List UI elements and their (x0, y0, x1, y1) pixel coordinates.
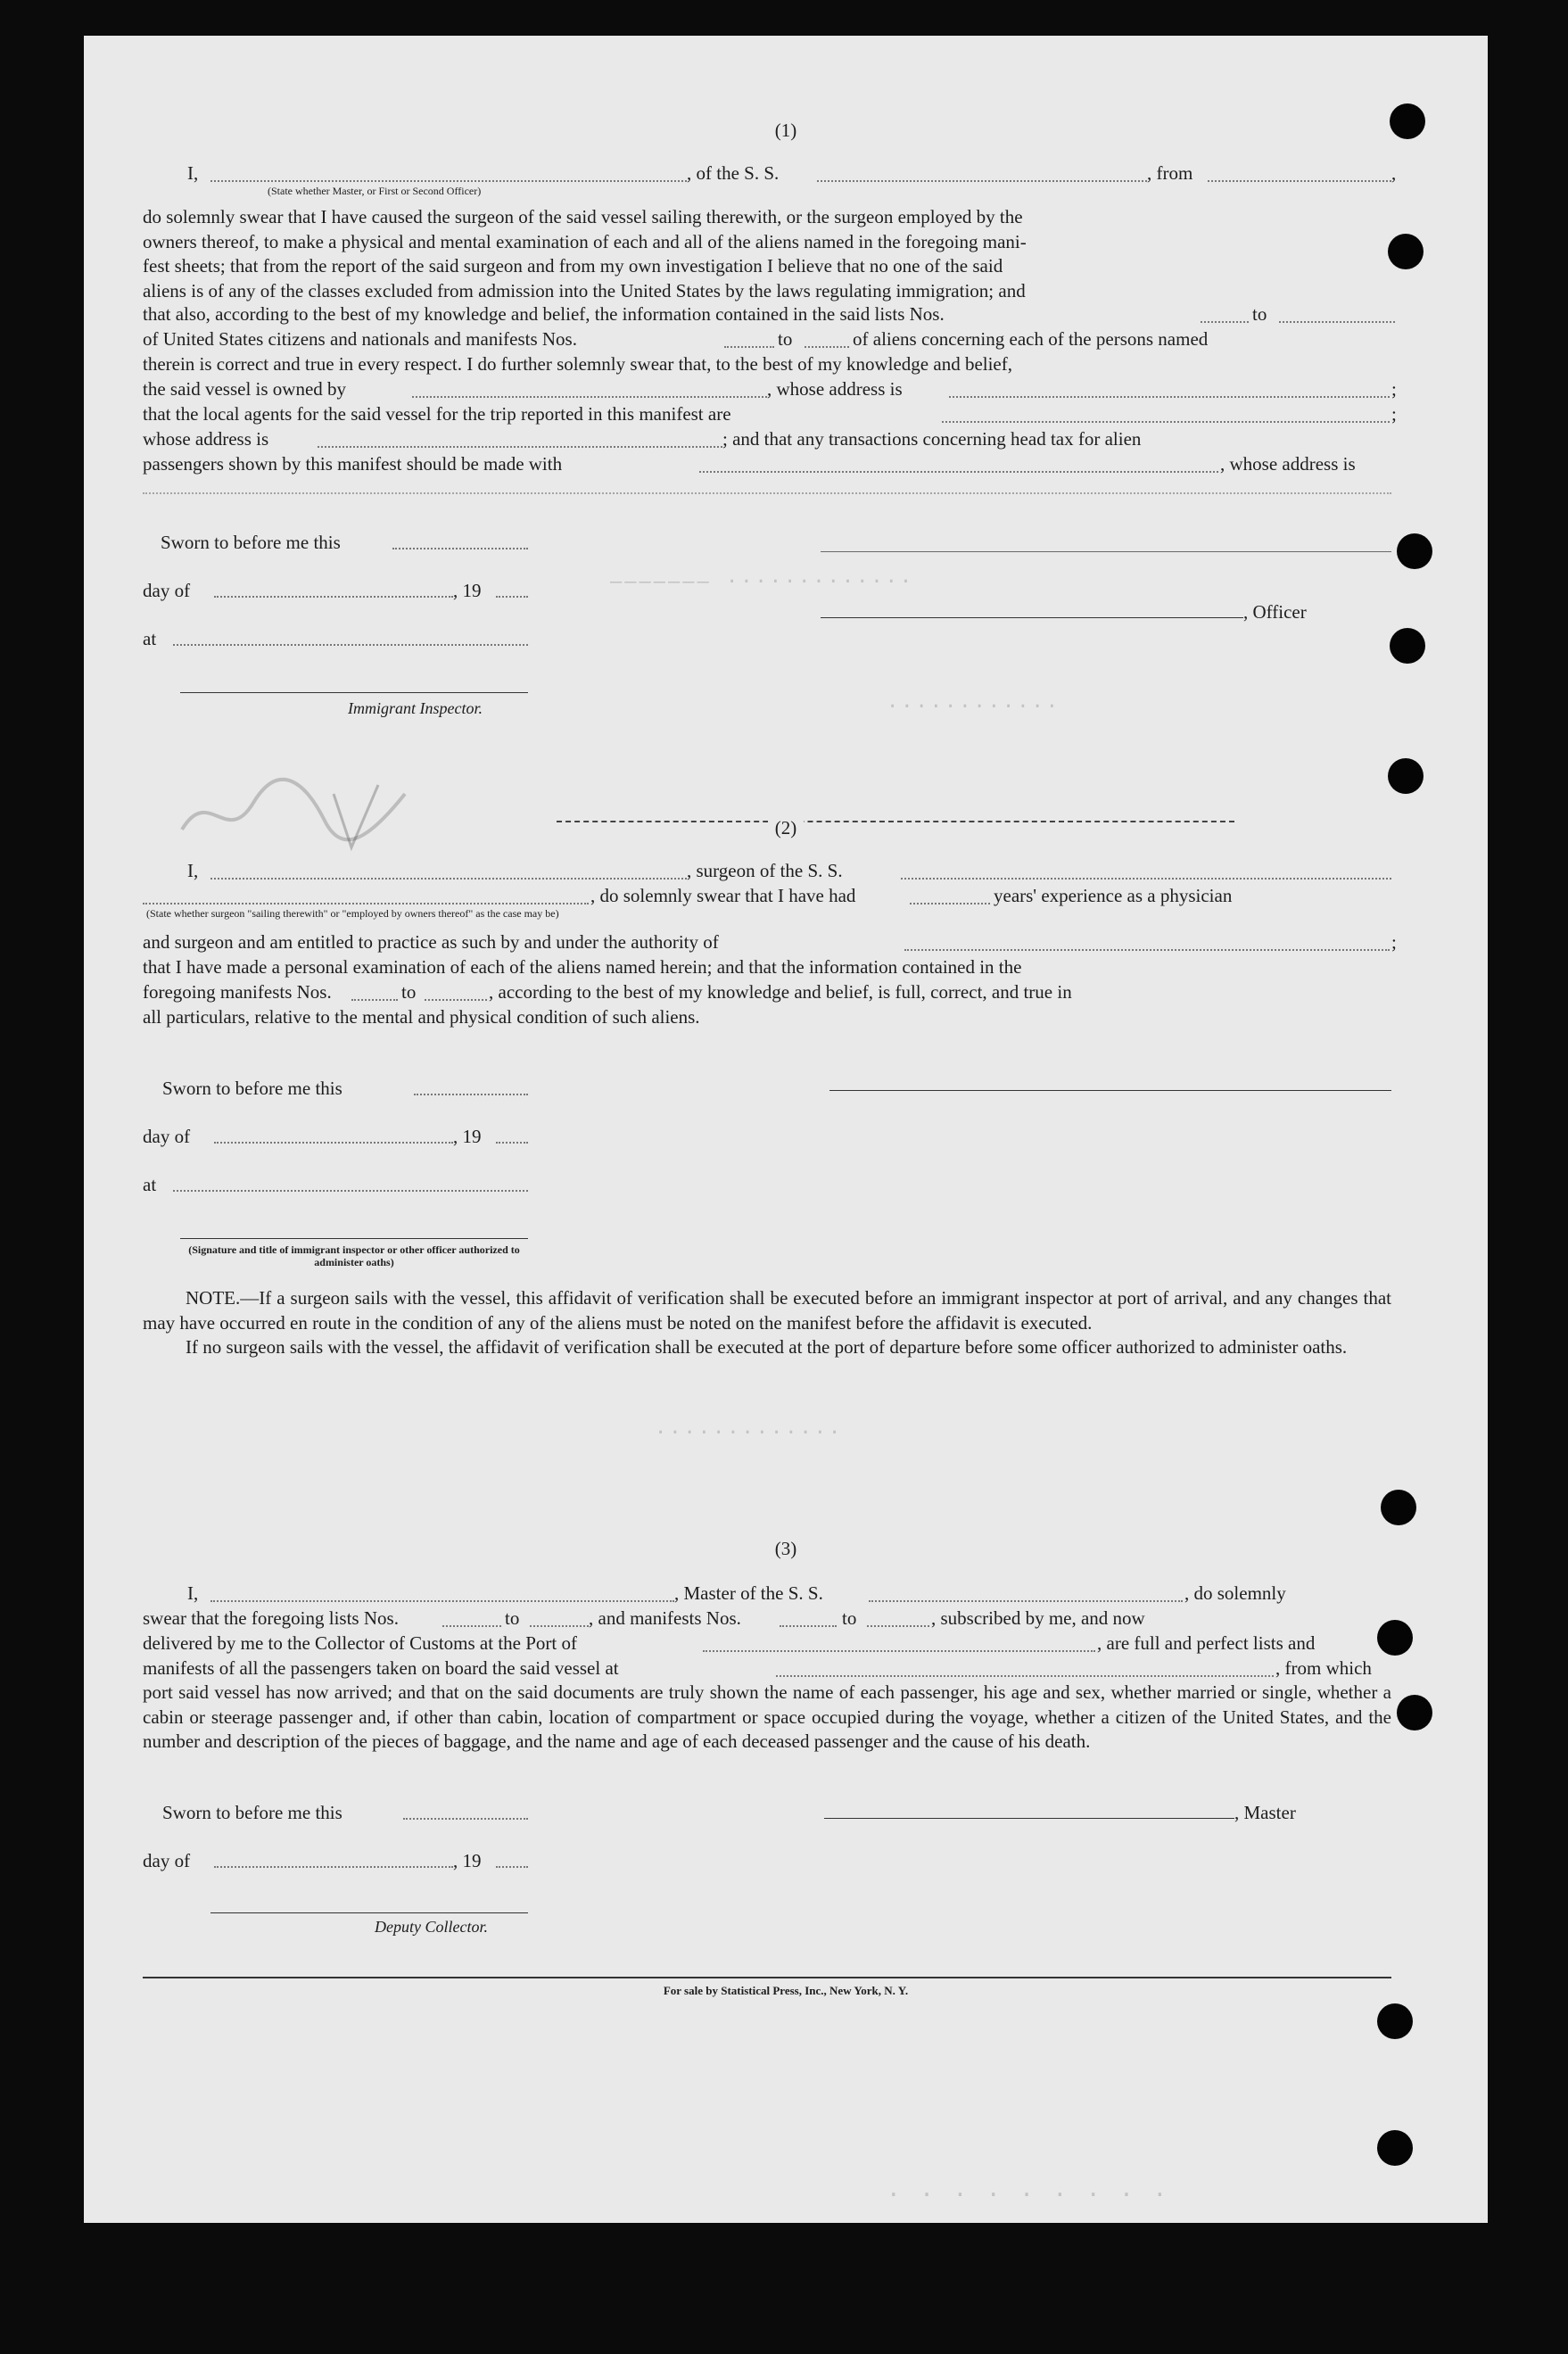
s3-embark-port-field[interactable] (776, 1675, 1274, 1677)
s2-inspector-line[interactable] (180, 1238, 528, 1239)
s1-i-label: I, (187, 162, 199, 184)
s1-l9b: ; (1391, 403, 1397, 425)
bleed-through: · · · · · · · · · (887, 2182, 1170, 2209)
s3-lists-to-field[interactable] (530, 1625, 589, 1627)
s2-authority-field[interactable] (904, 949, 1390, 951)
s2-at-field[interactable] (173, 1190, 528, 1192)
printer-imprint: For sale by Statistical Press, Inc., New York, N. Y. (663, 1984, 909, 1997)
s3-l4a: manifests of all the passengers taken on board the said vessel at (143, 1657, 619, 1679)
s1-day-of-label: day of (143, 580, 191, 601)
s2-note-p1: NOTE.—If a surgeon sails with the vessel, this affidavit of verification shall be executed before an immigrant inspector at port of arrival, and any changes that may have occurred en route in the condition of any of the aliens must be noted on the manifest before the affidavit is executed. (143, 1287, 1391, 1334)
binder-hole (1377, 2003, 1413, 2039)
s1-at-label: at (143, 628, 157, 649)
s2-l2b: years' experience as a physician (994, 885, 1233, 906)
s3-master-name-field[interactable] (210, 1600, 674, 1602)
s3-l4b: , from which (1275, 1657, 1372, 1679)
s2-at-label: at (143, 1174, 157, 1195)
s3-sworn-field[interactable] (403, 1818, 528, 1820)
s1-year-label: , 19 (453, 580, 482, 601)
s3-manifests-from-field[interactable] (780, 1625, 837, 1627)
s1-signature-line-top[interactable] (821, 551, 1391, 552)
s2-i-label: I, (187, 860, 199, 881)
footer-rule (143, 1977, 1391, 1978)
s1-l10b: ; and that any transactions concerning head tax for alien (722, 428, 1142, 450)
s1-officer-label: , Officer (1243, 601, 1307, 623)
binder-hole (1397, 533, 1432, 569)
s2-year-field[interactable] (496, 1142, 528, 1144)
s2-l5b: to (401, 981, 417, 1003)
s2-day-field[interactable] (214, 1142, 453, 1144)
s1-agents-field[interactable] (942, 421, 1390, 423)
s2-surgeon-of-label: , surgeon of the S. S. (687, 860, 843, 881)
s1-comma: , (1391, 162, 1397, 184)
s1-owner-field[interactable] (412, 396, 767, 398)
s1-l5a: that also, according to the best of my knowledge and belief, the information contained in the said lists Nos. (143, 303, 945, 325)
s3-body: port said vessel has now arrived; and that on the said documents are truly shown the name of each passenger, his age and sex, whether married or single, whether a cabin or steerage passenger and, if other than cabin, location of compartment or space occupied during the voyage, whether a citizen of the United States, and the number and description of the pieces of baggage, and the name and age of each deceased passenger and the cause of his death. (143, 1681, 1391, 1752)
s3-port-field[interactable] (703, 1650, 1095, 1652)
s3-day-field[interactable] (214, 1866, 453, 1868)
s2-signature-line[interactable] (829, 1090, 1391, 1091)
s2-signature-note: (Signature and title of immigrant inspector or other officer authorized to administer oaths) (188, 1243, 520, 1268)
section-2-number: (2) (84, 815, 1488, 840)
s1-l6a: of United States citizens and nationals and manifests Nos. (143, 328, 577, 350)
binder-hole (1397, 1695, 1432, 1730)
s3-l3b: , are full and perfect lists and (1097, 1632, 1316, 1654)
s1-officer-field[interactable] (210, 180, 687, 182)
bleed-through: ············ (887, 696, 1060, 718)
s3-i-label: I, (187, 1582, 199, 1604)
s1-officer-line[interactable] (821, 617, 1243, 618)
s1-l5b: to (1252, 303, 1267, 325)
s3-manifests-to-field[interactable] (867, 1625, 929, 1627)
s1-agents-address-field[interactable] (318, 446, 722, 448)
s1-at-field[interactable] (173, 644, 528, 646)
binder-hole (1390, 628, 1425, 664)
binder-hole (1381, 1490, 1416, 1525)
s2-year-label: , 19 (453, 1126, 482, 1147)
s3-l2c: , and manifests Nos. (589, 1607, 741, 1629)
s3-year-field[interactable] (496, 1866, 528, 1868)
s3-l2d: to (842, 1607, 857, 1629)
s2-note (143, 1286, 1391, 1360)
s1-l6c: of aliens concerning each of the persons named (853, 328, 1209, 350)
s3-master-signature-line[interactable] (824, 1818, 1234, 1819)
s1-address-field[interactable] (143, 492, 1391, 494)
s1-l6b: to (778, 328, 793, 350)
s3-l3a: delivered by me to the Collector of Customs at the Port of (143, 1632, 577, 1654)
manifest-form-page (84, 36, 1488, 2223)
s1-sworn-field[interactable] (392, 548, 528, 549)
s2-l4: that I have made a personal examination of each of the aliens named herein; and that the information contained in the (143, 956, 1022, 978)
s3-vessel-field[interactable] (869, 1600, 1183, 1602)
s2-l6: all particulars, relative to the mental and physical condition of such aliens. (143, 1006, 700, 1028)
s2-manifests-to-field[interactable] (425, 999, 487, 1001)
bleed-through: ——————— ············· (610, 571, 915, 593)
section-1-number: (1) (774, 120, 797, 141)
s3-year-label: , 19 (453, 1850, 482, 1871)
s1-l7: therein is correct and true in every respect. I do further solemnly swear that, to the best of my knowledge and belief, (143, 353, 1012, 375)
s2-sailing-field[interactable] (143, 903, 589, 904)
s1-l11b: , whose address is (1220, 453, 1356, 475)
s2-l3end: ; (1391, 931, 1397, 953)
binder-hole (1377, 2130, 1413, 2166)
s2-vessel-field[interactable] (901, 878, 1391, 880)
s1-l8c: ; (1391, 378, 1397, 400)
s1-inspector-line[interactable] (180, 692, 528, 693)
s3-master-of-label: , Master of the S. S. (674, 1582, 823, 1604)
s3-lists-from-field[interactable] (442, 1625, 501, 1627)
s2-l5c: , according to the best of my knowledge and belief, is full, correct, and true in (489, 981, 1072, 1003)
binder-hole (1390, 103, 1425, 139)
s2-sworn-label: Sworn to before me this (162, 1078, 342, 1099)
s1-year-field[interactable] (496, 596, 528, 598)
binder-hole (1388, 758, 1424, 794)
s2-day-of-label: day of (143, 1126, 191, 1147)
s2-note-p2: If no surgeon sails with the vessel, the affidavit of verification shall be executed at the port of departure before some officer authorized to administer oaths. (186, 1336, 1348, 1358)
section-3-number: (3) (774, 1538, 797, 1559)
s1-officer-note: (State whether Master, or First or Second Officer) (268, 185, 482, 197)
s2-years-field[interactable] (910, 903, 990, 904)
s1-lists-from-field[interactable] (1201, 321, 1249, 323)
s3-master-label: , Master (1234, 1802, 1296, 1823)
s1-vessel-field[interactable] (817, 180, 1147, 182)
s3-collector-line[interactable] (210, 1912, 528, 1913)
s1-l10a: whose address is (143, 428, 269, 450)
s1-from-field[interactable] (1208, 180, 1391, 182)
binder-hole (1388, 234, 1424, 269)
s2-surgeon-name-field[interactable] (210, 878, 687, 880)
s2-sailing-note: (State whether surgeon "sailing therewith" or "employed by owners thereof" as the case may be) (146, 907, 559, 920)
s3-collector-label: Deputy Collector. (375, 1918, 488, 1936)
faded-handwriting (173, 767, 441, 856)
s1-l8b: , whose address is (767, 378, 903, 400)
s2-sworn-field[interactable] (414, 1094, 528, 1095)
s1-inspector-label: Immigrant Inspector. (348, 699, 483, 717)
s3-l2b: to (505, 1607, 520, 1629)
s1-lists-to-field[interactable] (1279, 321, 1395, 323)
s3-solemnly-label: , do solemnly (1184, 1582, 1286, 1604)
s1-day-field[interactable] (214, 596, 453, 598)
s2-manifests-from-field[interactable] (351, 999, 398, 1001)
s1-manifests-from-field[interactable] (724, 346, 774, 348)
s3-day-of-label: day of (143, 1850, 191, 1871)
s1-head-tax-field[interactable] (699, 471, 1218, 473)
s2-l2a: , do solemnly swear that I have had (590, 885, 856, 906)
s2-l3: and surgeon and am entitled to practice as such by and under the authority of (143, 931, 719, 953)
s1-sworn-label: Sworn to before me this (161, 532, 341, 553)
s1-from-label: , from (1147, 162, 1193, 184)
s1-body-lines: do solemnly swear that I have caused the surgeon of the said vessel sailing therewith, or the surgeon employed by the owners thereof, to make a physical and mental examination of each and all of the aliens named in the foregoing mani- fest sheets; that from the report of the said surgeon and from my own investigation I believe that no one of the said aliens is of any of the classes excluded from admission into the United States by the laws regulating immigration; and (143, 206, 1027, 301)
s1-manifests-to-field[interactable] (805, 346, 849, 348)
bleed-through: ············· (655, 1422, 844, 1444)
s3-l2e: , subscribed by me, and now (931, 1607, 1145, 1629)
s3-l2a: swear that the foregoing lists Nos. (143, 1607, 399, 1629)
s3-sworn-label: Sworn to before me this (162, 1802, 342, 1823)
s1-owner-address-field[interactable] (949, 396, 1390, 398)
s1-l9a: that the local agents for the said vessel for the trip reported in this manifest are (143, 403, 731, 425)
binder-hole (1377, 1620, 1413, 1656)
s1-l8a: the said vessel is owned by (143, 378, 347, 400)
s1-l11a: passengers shown by this manifest should be made with (143, 453, 563, 475)
s1-of-ss-label: , of the S. S. (687, 162, 780, 184)
s2-l5a: foregoing manifests Nos. (143, 981, 332, 1003)
